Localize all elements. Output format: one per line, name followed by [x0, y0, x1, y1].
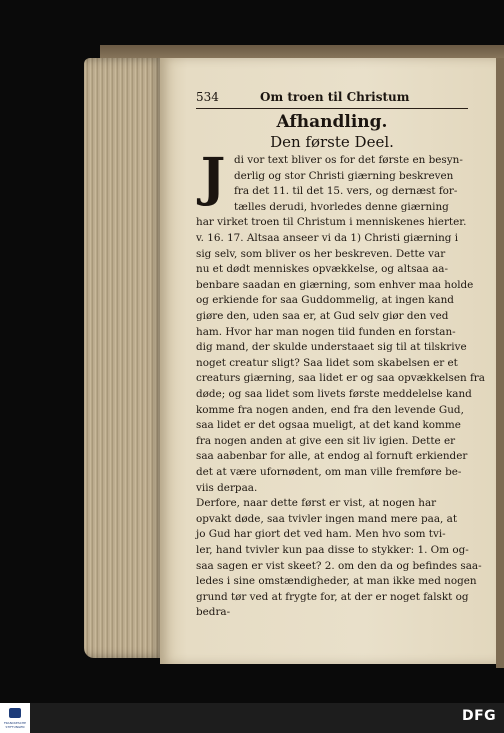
- text-line: komme fra nogen anden, end fra den levende Gud,: [196, 403, 464, 416]
- logo-emblem-icon: [9, 708, 21, 718]
- book-page-edges: [84, 58, 164, 658]
- text-line: har virket troen til Christum i menniskenes hierter.: [196, 216, 467, 229]
- text-line: saa sagen er vist skeet? 2. om den da og befindes saa-: [196, 559, 482, 572]
- dfg-logo[interactable]: DFG: [462, 708, 497, 724]
- page-number: 534: [196, 90, 219, 104]
- text-line: ler, hand tvivler kun paa disse to stykker: 1. Om og-: [196, 544, 469, 556]
- text-line: bedra-: [196, 606, 231, 619]
- text-line: det at være ufornødent, om man ville fremføre be-: [196, 466, 462, 478]
- text-line: ledes i sine omstændigheder, at man ikke med nogen: [196, 575, 477, 588]
- text-line: saa lidet er det ogsaa mueligt, at det kand komme: [196, 419, 461, 432]
- viewer-footer: [0, 703, 504, 733]
- running-head: Om troen til Christum: [260, 90, 410, 104]
- text-line: fra nogen anden at give een sit liv igien. Dette er: [196, 434, 456, 447]
- text-line: v. 16. 17. Altsaa anseer vi da 1) Christi giærning i: [196, 232, 459, 244]
- text-line: viis derpaa.: [196, 481, 258, 494]
- logo-text: FRANCKESCHE STIFTUNGEN: [3, 721, 27, 729]
- text-line: fra det 11. til det 15. vers, og dernæst for-: [234, 185, 458, 198]
- text-line: creaturs giærning, saa lidet er og saa opvækkelsen fra: [196, 372, 485, 385]
- text-line: døde; og saa lidet som livets første meddelelse kand: [196, 388, 472, 400]
- text-line: dig mand, der skulde understaaet sig til at tilskrive: [196, 341, 467, 354]
- text-line: tælles derudi, hvorledes denne giærning: [234, 200, 449, 213]
- text-line: derlig og stor Christi giærning beskreven: [234, 169, 454, 182]
- page-header: [196, 90, 468, 108]
- text-line: ham. Hvor har man nogen tiid funden en forstan-: [196, 325, 456, 338]
- text-line: benbare saadan en giærning, som enhver maa holde: [196, 278, 474, 291]
- header-rule: [196, 108, 468, 109]
- text-line: og erkiende for saa Guddommelig, at ingen kand: [196, 294, 454, 307]
- drop-cap: J: [200, 147, 226, 208]
- section-title: Afhandling.: [276, 112, 388, 132]
- text-line: sig selv, som bliver os her beskreven. Dette var: [196, 247, 446, 260]
- facing-page-edge: [496, 58, 504, 668]
- text-line: noget creatur sligt? Saa lidet som skabelsen er et: [196, 356, 458, 369]
- text-line: nu et dødt menniskes opvækkelse, og altsaa aa-: [196, 263, 448, 276]
- text-line: giøre den, uden saa er, at Gud selv giør den ved: [196, 310, 449, 322]
- text-line: opvakt døde, saa tvivler ingen mand mere paa, at: [196, 512, 458, 525]
- text-line: jo Gud har giort det ved ham. Men hvo som tvi-: [196, 528, 446, 541]
- section-subtitle: Den første Deel.: [270, 133, 394, 151]
- text-line: di vor text bliver os for det første en besyn-: [234, 154, 463, 166]
- text-line: Derfore, naar dette først er vist, at nogen har: [196, 497, 437, 510]
- text-line: saa aabenbar for alle, at endog al fornuft erkiender: [196, 450, 468, 463]
- institution-logo[interactable]: [0, 703, 30, 733]
- text-line: grund tør ved at frygte for, at der er noget falskt og: [196, 590, 469, 603]
